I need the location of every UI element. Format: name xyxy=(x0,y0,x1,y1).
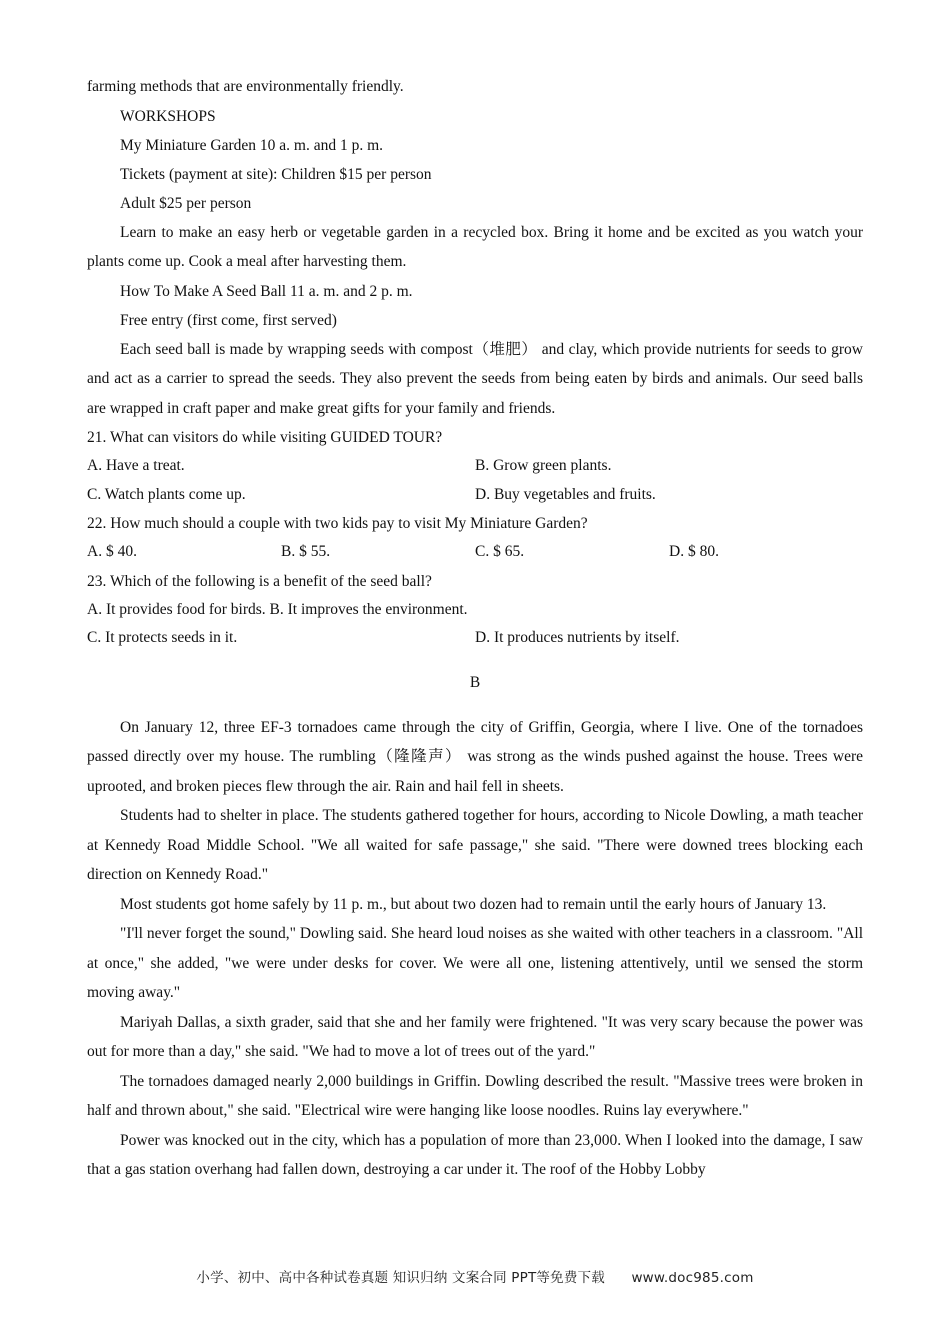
question-23-stem: 23. Which of the following is a benefit of the seed ball? xyxy=(87,572,432,590)
workshop1-tickets: Tickets (payment at site): Children $15 per person xyxy=(120,165,432,183)
option-23-a-b: A. It provides food for birds. B. It improves the environment. xyxy=(87,600,468,618)
page-footer xyxy=(0,1266,950,1286)
option-21-b: B. Grow green plants. xyxy=(475,457,612,474)
option-22-b: B. $ 55. xyxy=(281,543,331,560)
question-21-options xyxy=(87,452,863,481)
workshop1-description: Learn to make an easy herb or vegetable garden in a recycled box. Bring it home and be excited as you watch your plants come up. Cook a meal after harvesting them. xyxy=(87,223,863,270)
question-22-stem: 22. How much should a couple with two kids pay to visit My Miniature Garden? xyxy=(87,515,588,532)
question-21-stem: 21. What can visitors do while visiting GUIDED TOUR? xyxy=(87,429,443,446)
option-23-d: D. It produces nutrients by itself. xyxy=(475,629,680,646)
passage-b-paragraph: Most students got home safely by 11 p. m., but about two dozen had to remain until the early hours of January 13. xyxy=(120,895,827,913)
option-22-c: C. $ 65. xyxy=(475,543,525,560)
passage-b-label: B xyxy=(469,674,481,691)
option-23-c: C. It protects seeds in it. xyxy=(87,629,238,646)
question-21-options-row2 xyxy=(87,481,863,510)
option-21-a: A. Have a treat. xyxy=(87,457,185,474)
passage-b-paragraph: "I'll never forget the sound," Dowling said. She heard loud noises as she waited with other teachers in a classroom. "All at once," she added, "we were under desks for cover. We were all one, listening attentively, until we sensed the storm moving away." xyxy=(87,925,863,1001)
question-23-options-row2 xyxy=(87,624,863,653)
option-22-d: D. $ 80. xyxy=(669,543,719,560)
workshop1-adult-price: Adult $25 per person xyxy=(120,194,252,212)
passage-b-paragraph: On January 12, three EF-3 tornadoes came through the city of Griffin, Georgia, where I live. One of the tornadoes passed directly over my house. The rumbling（隆隆声） was strong as the winds pushed against the house. Trees were uprooted, and broken pieces flew through the air. Rain and hail fell in sheets. xyxy=(87,718,863,795)
option-22-a: A. $ 40. xyxy=(87,543,137,560)
question-22-options xyxy=(87,538,863,567)
workshop2-entry: Free entry (first come, first served) xyxy=(120,311,337,329)
question-23-options xyxy=(87,596,863,625)
workshop2-description: Each seed ball is made by wrapping seeds with compost（堆肥） and clay, which provide nutrients for seeds to grow and act as a carrier to spread the seeds. They also prevent the seeds from being eaten by birds and animals. Our seed balls are wrapped in craft paper and make great gifts for your family and friends. xyxy=(87,340,863,417)
workshop2-title: How To Make A Seed Ball 11 a. m. and 2 p. m. xyxy=(120,282,413,300)
passage-b-paragraph: Students had to shelter in place. The students gathered together for hours, according to Nicole Dowling, a math teacher at Kennedy Road Middle School. "We all waited for safe passage," she said. "There were downed trees blocking each direction on Kennedy Road." xyxy=(87,807,863,883)
page-content xyxy=(87,72,863,1185)
footer-url[interactable]: www.doc985.com xyxy=(631,1270,754,1286)
workshop1-title: My Miniature Garden 10 a. m. and 1 p. m. xyxy=(120,136,384,154)
passage-b-paragraph: The tornadoes damaged nearly 2,000 buildings in Griffin. Dowling described the result. "Massive trees were broken in half and thrown about," she said. "Electrical wire were hanging like loose noodles. Ruins lay everywhere." xyxy=(87,1072,863,1119)
footer-text: 小学、初中、高中各种试卷真题 知识归纳 文案合同 PPT等免费下载 xyxy=(196,1270,605,1286)
passage-b-paragraph: Mariyah Dallas, a sixth grader, said that she and her family were frightened. "It was very scary because the power was out for more than a day," she said. "We had to move a lot of trees out of the yard." xyxy=(87,1013,863,1060)
passage-b-paragraph: Power was knocked out in the city, which has a population of more than 23,000. When I looked into the damage, I saw that a gas station overhang had fallen down, destroying a car under it. The roof of the Hobby Lobby xyxy=(87,1131,863,1178)
passage-a-intro-end: farming methods that are environmentally friendly. xyxy=(87,78,404,95)
option-21-d: D. Buy vegetables and fruits. xyxy=(475,485,656,503)
workshops-heading: WORKSHOPS xyxy=(120,107,216,125)
option-21-c: C. Watch plants come up. xyxy=(87,485,246,503)
